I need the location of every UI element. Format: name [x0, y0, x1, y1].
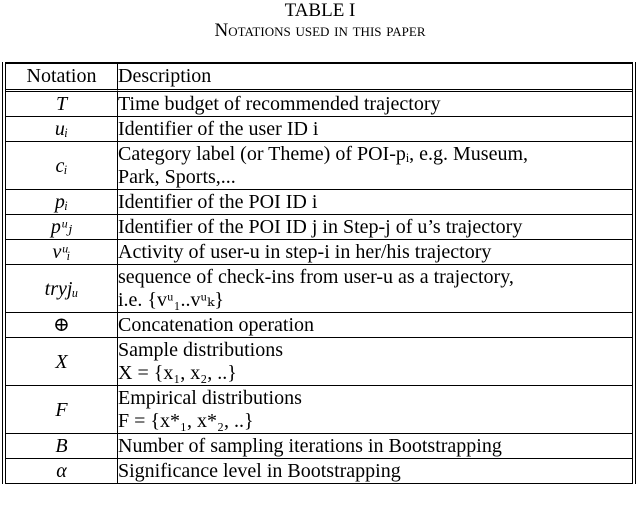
description-line: Identifier of the POI ID i — [118, 191, 318, 213]
description-line: Identifier of the user ID i — [118, 118, 319, 140]
notation-symbol: vᵘᵢ — [52, 241, 71, 263]
notation-cell — [6, 458, 118, 484]
table-row — [6, 89, 632, 116]
notation-cell — [6, 337, 118, 385]
description-line: Significance level in Bootstrapping — [118, 460, 401, 482]
notation-symbol: uᵢ — [54, 118, 69, 140]
description-line: Park, Sports,... — [118, 166, 236, 188]
table-row — [6, 385, 632, 433]
description-line: Empirical distributions — [118, 387, 302, 409]
notation-table — [2, 62, 636, 484]
notation-symbol: pᵘⱼ — [50, 216, 73, 238]
notation-cell — [6, 189, 118, 214]
table-row — [6, 214, 632, 239]
table-row — [6, 312, 632, 337]
description-line: Activity of user-u in step-i in her/his trajectory — [118, 241, 492, 263]
notation-symbol: X — [55, 350, 68, 373]
description-cell — [118, 214, 632, 239]
notation-cell — [6, 89, 118, 116]
table-row — [6, 116, 632, 141]
table-row — [6, 337, 632, 385]
table-body — [6, 89, 632, 484]
table-row — [6, 458, 632, 484]
notation-cell — [6, 116, 118, 141]
notation-symbol: α — [56, 460, 67, 482]
description-line: Identifier of the POI ID j in Step-j of u’s trajectory — [118, 216, 523, 238]
table-label: TABLE I — [284, 0, 356, 21]
notation-cell — [6, 433, 118, 458]
description-cell — [118, 312, 632, 337]
notation-symbol: T — [55, 93, 68, 115]
description-cell — [118, 458, 632, 484]
description-cell — [118, 337, 632, 385]
description-cell — [118, 385, 632, 433]
description-line: X = {x₁, x₂, ..} — [118, 362, 237, 384]
table-row — [6, 264, 632, 312]
table-caption: Notations used in this paper — [214, 20, 426, 41]
table-row — [6, 239, 632, 264]
description-line: Concatenation operation — [118, 314, 315, 336]
table-row — [6, 141, 632, 189]
description-line: Time budget of recommended trajectory — [118, 93, 441, 115]
description-line: Sample distributions — [118, 339, 283, 361]
notation-cell — [6, 312, 118, 337]
notation-symbol: cᵢ — [55, 154, 68, 177]
notation-cell — [6, 264, 118, 312]
header-notation: Notation — [6, 62, 118, 89]
table-header-row — [6, 62, 632, 89]
notation-cell — [6, 214, 118, 239]
description-line: sequence of check-ins from user-u as a trajectory, — [118, 266, 514, 288]
description-cell — [118, 89, 632, 116]
notation-symbol: pᵢ — [54, 191, 69, 213]
notation-cell — [6, 141, 118, 189]
description-cell — [118, 189, 632, 214]
table-row — [6, 433, 632, 458]
description-cell — [118, 264, 632, 312]
notation-symbol: F — [55, 398, 68, 421]
description-cell — [118, 239, 632, 264]
notation-symbol: tryjᵤ — [44, 277, 79, 300]
description-line: Number of sampling iterations in Bootstrapping — [118, 435, 502, 457]
description-cell — [118, 116, 632, 141]
description-line: Category label (or Theme) of POI-pᵢ, e.g. Museum, — [118, 143, 529, 165]
description-line: F = {x*₁, x*₂, ..} — [118, 410, 254, 432]
notation-cell — [6, 239, 118, 264]
notation-cell — [6, 385, 118, 433]
notation-symbol: ⊕ — [53, 314, 70, 336]
header-description: Description — [118, 62, 632, 89]
table-row — [6, 189, 632, 214]
notation-symbol: B — [55, 435, 68, 457]
description-cell — [118, 433, 632, 458]
description-line: i.e. {vᵘ₁..vᵘₖ} — [118, 289, 225, 311]
description-cell — [118, 141, 632, 189]
